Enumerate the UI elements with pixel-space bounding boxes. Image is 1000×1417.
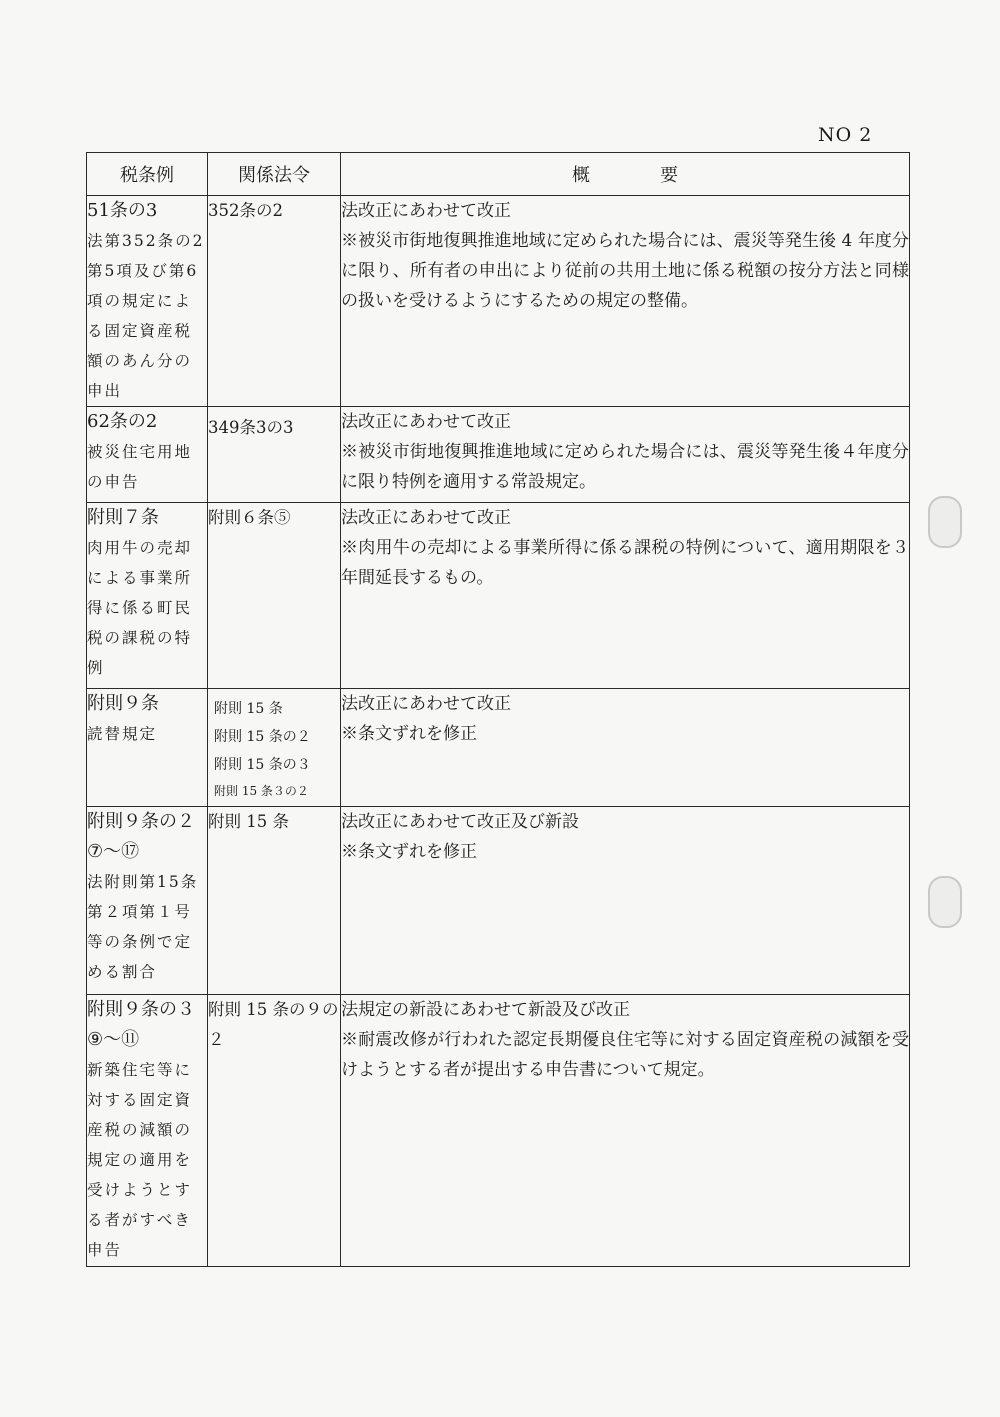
ordinance-table <box>86 152 910 1267</box>
ordinance-cell <box>87 807 208 995</box>
summary-title: 法改正にあわせて改正 <box>341 201 511 221</box>
ordinance-cell <box>87 503 208 689</box>
punch-hole-lower <box>928 876 962 928</box>
table-row <box>87 807 910 995</box>
article-description: 新築住宅等に対する固定資産税の減額の規定の適用を受けようとする者がすべき申告 <box>87 1061 193 1259</box>
article-number: 附則９条の２ <box>87 811 195 832</box>
summary-cell <box>341 995 910 1267</box>
table-row <box>87 995 910 1267</box>
summary-note: ※肉用牛の売却による事業所得に係る課税の特例について、適用期限を３年間延長するもの。 <box>341 538 909 588</box>
header-related-law: 関係法令 <box>208 153 341 196</box>
article-description: 読替規定 <box>87 725 158 743</box>
table-row <box>87 689 910 807</box>
related-law-cell <box>208 689 341 807</box>
related-law: 352条の2 <box>208 201 283 220</box>
header-summary: 概要 <box>341 153 910 196</box>
page-number: NO 2 <box>818 124 873 146</box>
related-law: 附則６条⑤ <box>208 508 291 527</box>
table-row <box>87 407 910 503</box>
ordinance-cell <box>87 407 208 503</box>
article-description: 法第352条の2第5項及び第6項の規定による固定資産税額のあん分の申出 <box>87 232 205 400</box>
header-ordinance: 税条例 <box>87 153 208 196</box>
summary-note: ※条文ずれを修正 <box>341 724 477 744</box>
summary-note: ※耐震改修が行われた認定長期優良住宅等に対する固定資産税の減額を受けようとする者が提出する申告書について規定。 <box>341 1030 909 1080</box>
article-description: 肉用牛の売却による事業所得に係る町民税の課税の特例 <box>87 539 193 677</box>
related-law-cell <box>208 503 341 689</box>
related-law: 附則 15 条 <box>214 701 283 717</box>
table-header-row <box>87 153 910 196</box>
article-subitems: ⑦〜⑰ <box>87 841 140 862</box>
punch-hole-upper <box>928 496 962 548</box>
related-law-cell <box>208 807 341 995</box>
summary-cell <box>341 689 910 807</box>
related-law: 附則 15 条の３ <box>214 757 311 773</box>
summary-note: ※条文ずれを修正 <box>341 842 477 862</box>
ordinance-cell <box>87 689 208 807</box>
related-law: 附則 15 条３の２ <box>214 784 309 798</box>
article-description: 法附則第15条第２項第１号等の条例で定める割合 <box>87 873 199 981</box>
related-law: 349条3の3 <box>208 418 294 437</box>
article-description: 被災住宅用地の申告 <box>87 443 193 491</box>
related-law-cell <box>208 407 341 503</box>
summary-note: ※被災市街地復興推進地域に定められた場合には、震災等発生後４年度分に限り特例を適用する常設規定。 <box>341 442 909 492</box>
related-law: 附則 15 条の９の２ <box>208 1000 339 1049</box>
summary-note: ※被災市街地復興推進地域に定められた場合には、震災等発生後 4 年度分に限り、所有者の申出により従前の共用土地に係る税額の按分方法と同様の扱いを受けるようにするための規定の整備。 <box>341 231 909 311</box>
summary-title: 法改正にあわせて改正 <box>341 508 511 528</box>
related-law: 附則 15 条 <box>208 812 289 831</box>
article-number: 62条の2 <box>87 411 158 432</box>
table-row <box>87 503 910 689</box>
article-number: 附則９条 <box>87 693 159 714</box>
summary-title: 法改正にあわせて改正 <box>341 694 511 714</box>
summary-title: 法規定の新設にあわせて新設及び改正 <box>341 1000 630 1020</box>
article-number: 附則７条 <box>87 507 159 528</box>
summary-title: 法改正にあわせて改正 <box>341 412 511 432</box>
summary-cell <box>341 196 910 407</box>
ordinance-cell <box>87 196 208 407</box>
article-subitems: ⑨〜⑪ <box>87 1029 140 1050</box>
table-row <box>87 196 910 407</box>
related-law: 附則 15 条の２ <box>214 729 311 745</box>
summary-cell <box>341 807 910 995</box>
related-law-cell <box>208 995 341 1267</box>
related-law-cell <box>208 196 341 407</box>
summary-cell <box>341 503 910 689</box>
article-number: 附則９条の３ <box>87 999 195 1020</box>
summary-cell <box>341 407 910 503</box>
article-number: 51条の3 <box>87 200 158 221</box>
summary-title: 法改正にあわせて改正及び新設 <box>341 812 579 832</box>
ordinance-cell <box>87 995 208 1267</box>
